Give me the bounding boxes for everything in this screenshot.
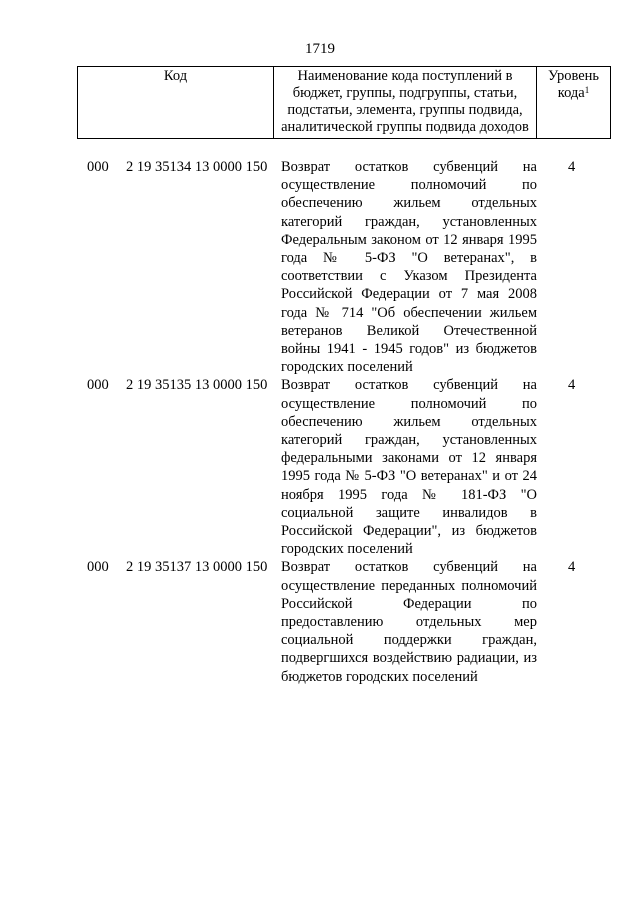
header-name: Наименование кода поступлений в бюджет, группы, подгруппы, статьи, подстатьи, элемента, группы подвида, аналитической группы подвида доходов (274, 67, 537, 139)
row-name: Возврат остатков субвенций на осуществление переданных полномочий Российской Федерации по предоставлению отдельных мер социальной поддержки граждан, подвергшихся воздействию радиации, из бюджетов городских поселений (281, 559, 537, 685)
table-row (0, 158, 640, 376)
row-name: Возврат остатков субвенций на осуществление полномочий по обеспечению жильем отдельных категорий граждан, установленных Федеральным законом от 12 января 1995 года № 5-ФЗ "О ветеранах", в соответствии с Указом Президента Российской Федерации от 7 мая 2008 года № 714 "Об обеспечении жильем ветеранов Великой Отечественной войны 1941 - 1945 годов" из бюджетов городских поселений (281, 159, 537, 376)
row-level: 4 (568, 159, 576, 175)
row-prefix: 000 (87, 559, 109, 576)
table-row (0, 558, 640, 685)
row-prefix: 000 (87, 377, 109, 394)
header-code: Код (78, 67, 274, 139)
table-body (0, 158, 640, 686)
row-code: 2 19 35137 13 0000 150 (126, 559, 268, 576)
table-header (77, 66, 611, 139)
row-level: 4 (568, 377, 576, 394)
row-name: Возврат остатков субвенций на осуществление полномочий по обеспечению жильем отдельных категорий граждан, установленных федеральными законами от 12 января 1995 года № 5-ФЗ "О ветеранах" и от 24 ноября 1995 года № 181-ФЗ "О социальной защите инвалидов в Российской Федерации", из бюджетов городских поселений (281, 377, 537, 558)
table-row (0, 376, 640, 558)
page-number: 1719 (305, 41, 335, 57)
row-level: 4 (568, 559, 576, 576)
row-prefix: 000 (87, 159, 109, 175)
row-code: 2 19 35135 13 0000 150 (126, 377, 268, 394)
header-level-footnote: 1 (584, 85, 590, 95)
header-level (537, 67, 611, 139)
header-level-label: Уровень кода (547, 68, 600, 101)
row-code: 2 19 35134 13 0000 150 (126, 159, 268, 175)
